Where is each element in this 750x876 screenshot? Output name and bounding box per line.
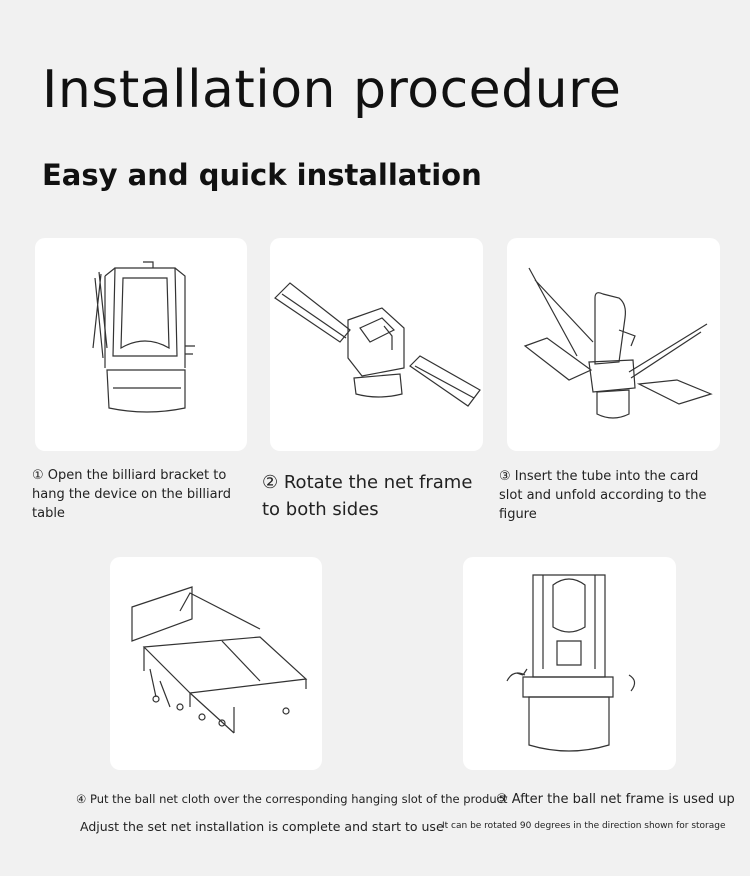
page-title: Installation procedure bbox=[42, 60, 622, 120]
step-4-caption: ④ Put the ball net cloth over the corresponding hanging slot of the product bbox=[76, 792, 508, 806]
step-4-illustration bbox=[110, 557, 322, 770]
page-subtitle: Easy and quick installation bbox=[42, 158, 482, 192]
step-1-illustration bbox=[35, 238, 247, 451]
step-3-illustration bbox=[507, 238, 720, 451]
step-5-note: It can be rotated 90 degrees in the direction shown for storage bbox=[442, 821, 726, 831]
step-3-caption: ③ Insert the tube into the card slot and unfold according to the figure bbox=[499, 469, 707, 522]
step-5-illustration bbox=[463, 557, 676, 770]
step-2-illustration bbox=[270, 238, 483, 451]
step-4-note: Adjust the set net installation is complete and start to use bbox=[80, 819, 444, 834]
step-2-caption: ② Rotate the net frame to both sides bbox=[262, 472, 473, 520]
step-5-caption: ⑤ After the ball net frame is used up bbox=[496, 792, 735, 807]
step-1-caption: ① Open the billiard bracket to hang the device on the billiard table bbox=[32, 468, 231, 521]
